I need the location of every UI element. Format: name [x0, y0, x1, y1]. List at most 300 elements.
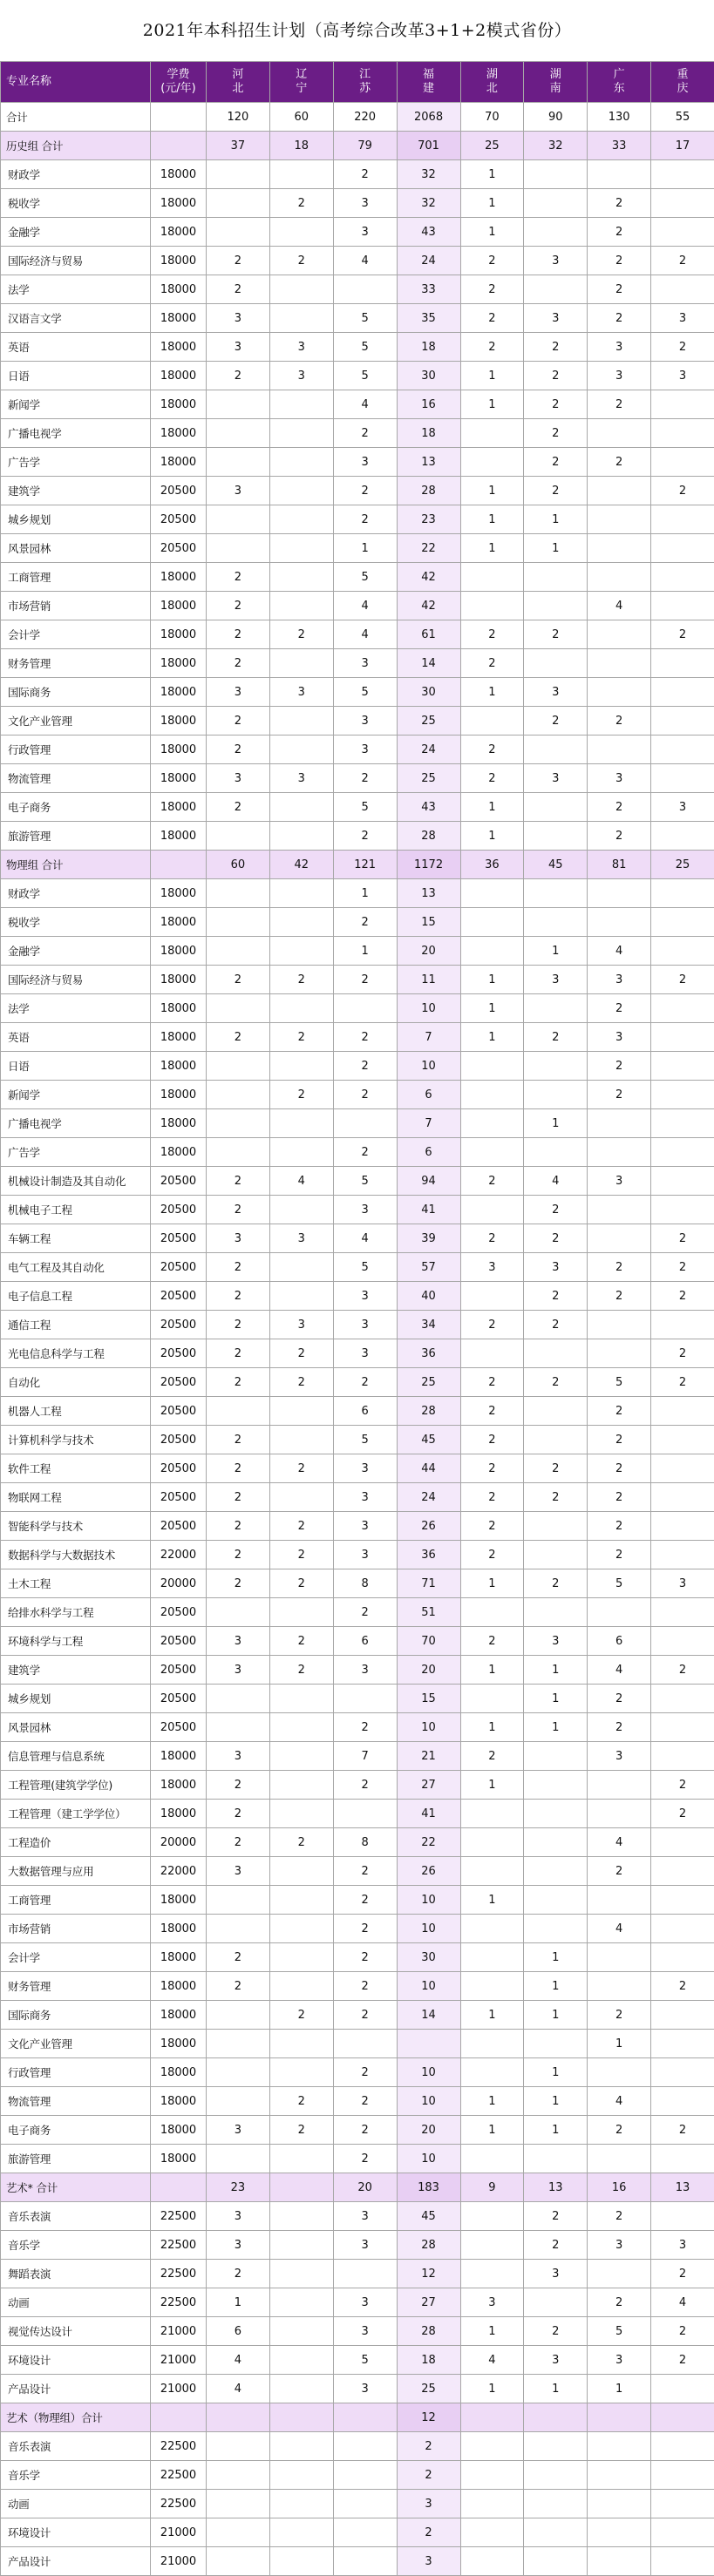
quota-cell-hubei: 1	[460, 1656, 524, 1685]
major-name-cell: 物流管理	[1, 2087, 151, 2116]
table-row	[1, 2202, 714, 2231]
tuition-fee-cell: 20000	[151, 1569, 207, 1598]
tuition-fee-cell: 18000	[151, 1915, 207, 1943]
quota-cell-jiangsu: 1	[333, 937, 397, 966]
quota-cell-fujian: 36	[397, 1541, 460, 1569]
major-name-cell: 艺术（物理组）合计	[1, 2403, 151, 2432]
quota-cell-liaoning: 2	[269, 2087, 333, 2116]
quota-cell-jiangsu	[333, 2547, 397, 2576]
quota-cell-hebei: 2	[207, 1311, 270, 1339]
table-row	[1, 1368, 714, 1397]
quota-cell-guangdong	[588, 419, 651, 448]
tuition-fee-cell: 18000	[151, 189, 207, 218]
quota-cell-fujian: 39	[397, 1224, 460, 1253]
quota-cell-fujian: 15	[397, 1685, 460, 1713]
major-name-cell: 建筑学	[1, 1656, 151, 1685]
quota-cell-hunan: 3	[524, 1627, 588, 1656]
quota-cell-hebei	[207, 1713, 270, 1742]
quota-cell-chongqing	[651, 994, 714, 1023]
quota-cell-chongqing: 2	[651, 1224, 714, 1253]
quota-cell-guangdong: 2	[588, 1052, 651, 1081]
quota-cell-hebei: 3	[207, 678, 270, 707]
table-row	[1, 1426, 714, 1454]
quota-cell-hubei: 2	[460, 1742, 524, 1771]
quota-cell-guangdong: 16	[588, 2173, 651, 2202]
quota-cell-hebei: 2	[207, 736, 270, 764]
major-name-cell: 软件工程	[1, 1454, 151, 1483]
tuition-fee-cell: 18000	[151, 304, 207, 333]
quota-cell-hebei: 2	[207, 592, 270, 620]
quota-cell-chongqing: 2	[651, 333, 714, 362]
table-row	[1, 994, 714, 1023]
quota-cell-guangdong	[588, 1771, 651, 1800]
quota-cell-fujian: 22	[397, 534, 460, 563]
major-name-cell: 数据科学与大数据技术	[1, 1541, 151, 1569]
tuition-fee-cell: 20500	[151, 1454, 207, 1483]
quota-cell-jiangsu	[333, 994, 397, 1023]
quota-cell-guangdong: 2	[588, 707, 651, 736]
quota-cell-hubei	[460, 592, 524, 620]
quota-cell-hunan	[524, 160, 588, 189]
major-name-cell: 国际经济与贸易	[1, 247, 151, 275]
major-name-cell: 环境科学与工程	[1, 1627, 151, 1656]
major-name-cell: 合计	[1, 103, 151, 132]
quota-cell-hubei: 4	[460, 2346, 524, 2375]
table-row	[1, 2145, 714, 2173]
quota-cell-guangdong	[588, 1598, 651, 1627]
quota-cell-hubei	[460, 1282, 524, 1311]
quota-cell-hubei	[460, 2030, 524, 2058]
quota-cell-guangdong: 3	[588, 966, 651, 994]
quota-cell-hubei: 2	[460, 1397, 524, 1426]
tuition-fee-cell: 18000	[151, 937, 207, 966]
quota-cell-hunan: 1	[524, 2375, 588, 2403]
quota-cell-jiangsu: 6	[333, 1627, 397, 1656]
quota-cell-hubei: 2	[460, 304, 524, 333]
major-name-cell: 金融学	[1, 218, 151, 247]
quota-cell-hubei	[460, 1081, 524, 1109]
quota-cell-guangdong: 2	[588, 2288, 651, 2317]
quota-cell-hebei: 3	[207, 477, 270, 505]
quota-cell-jiangsu: 3	[333, 1282, 397, 1311]
quota-cell-hebei: 2	[207, 1771, 270, 1800]
table-row	[1, 2518, 714, 2547]
quota-cell-guangdong: 1	[588, 2030, 651, 2058]
quota-cell-liaoning: 2	[269, 1656, 333, 1685]
tuition-fee-cell: 20500	[151, 1512, 207, 1541]
quota-cell-liaoning	[269, 505, 333, 534]
tuition-fee-cell: 18000	[151, 2087, 207, 2116]
quota-cell-liaoning: 2	[269, 1454, 333, 1483]
quota-cell-guangdong: 2	[588, 1454, 651, 1483]
quota-cell-chongqing	[651, 2518, 714, 2547]
tuition-fee-cell: 18000	[151, 1943, 207, 1972]
quota-cell-chongqing	[651, 1454, 714, 1483]
tuition-fee-cell: 18000	[151, 448, 207, 477]
tuition-fee-cell: 20500	[151, 1196, 207, 1224]
tuition-fee-cell: 20500	[151, 505, 207, 534]
tuition-fee-cell: 18000	[151, 2116, 207, 2145]
quota-cell-fujian: 28	[397, 2317, 460, 2346]
quota-cell-hebei	[207, 189, 270, 218]
table-row	[1, 1886, 714, 1915]
quota-cell-hunan	[524, 1771, 588, 1800]
quota-cell-guangdong: 2	[588, 247, 651, 275]
quota-cell-chongqing: 2	[651, 247, 714, 275]
quota-cell-guangdong	[588, 563, 651, 592]
quota-cell-jiangsu	[333, 275, 397, 304]
quota-cell-fujian: 3	[397, 2547, 460, 2576]
quota-cell-guangdong	[588, 1339, 651, 1368]
major-name-cell: 法学	[1, 275, 151, 304]
major-name-cell: 物理组 合计	[1, 851, 151, 879]
major-name-cell: 法学	[1, 994, 151, 1023]
quota-cell-jiangsu: 1	[333, 879, 397, 908]
quota-cell-liaoning	[269, 1196, 333, 1224]
tuition-fee-cell: 18000	[151, 822, 207, 851]
quota-cell-guangdong: 2	[588, 1282, 651, 1311]
major-name-cell: 音乐表演	[1, 2432, 151, 2461]
quota-cell-chongqing	[651, 1138, 714, 1167]
quota-cell-chongqing: 2	[651, 966, 714, 994]
quota-cell-hebei	[207, 2001, 270, 2030]
quota-cell-jiangsu: 2	[333, 1081, 397, 1109]
quota-cell-hebei: 3	[207, 2202, 270, 2231]
quota-cell-guangdong: 2	[588, 1426, 651, 1454]
quota-cell-hubei: 1	[460, 505, 524, 534]
quota-cell-liaoning	[269, 649, 333, 678]
quota-cell-hebei	[207, 1598, 270, 1627]
quota-cell-hebei: 2	[207, 1800, 270, 1828]
tuition-fee-cell: 18000	[151, 1800, 207, 1828]
quota-cell-chongqing	[651, 1167, 714, 1196]
quota-cell-guangdong: 3	[588, 764, 651, 793]
quota-cell-hebei: 3	[207, 1627, 270, 1656]
quota-cell-liaoning: 2	[269, 1339, 333, 1368]
table-row	[1, 1915, 714, 1943]
quota-cell-hubei: 3	[460, 2288, 524, 2317]
tuition-fee-cell	[151, 103, 207, 132]
quota-cell-guangdong	[588, 1196, 651, 1224]
quota-cell-hubei: 1	[460, 390, 524, 419]
quota-cell-jiangsu: 3	[333, 707, 397, 736]
quota-cell-hubei: 1	[460, 678, 524, 707]
quota-cell-fujian: 36	[397, 1339, 460, 1368]
table-row	[1, 1138, 714, 1167]
tuition-fee-cell: 20500	[151, 1339, 207, 1368]
quota-cell-guangdong	[588, 736, 651, 764]
quota-cell-hebei: 2	[207, 1454, 270, 1483]
quota-cell-guangdong: 2	[588, 189, 651, 218]
quota-cell-hebei	[207, 160, 270, 189]
quota-cell-hunan	[524, 879, 588, 908]
quota-cell-liaoning	[269, 2461, 333, 2490]
quota-cell-hunan: 2	[524, 707, 588, 736]
quota-cell-fujian: 28	[397, 2231, 460, 2260]
quota-cell-jiangsu: 3	[333, 2317, 397, 2346]
quota-cell-chongqing	[651, 1886, 714, 1915]
quota-cell-guangdong	[588, 2145, 651, 2173]
quota-cell-hunan: 2	[524, 1483, 588, 1512]
quota-cell-hunan: 1	[524, 1685, 588, 1713]
quota-cell-hunan	[524, 2518, 588, 2547]
quota-cell-liaoning: 2	[269, 1627, 333, 1656]
quota-cell-chongqing	[651, 448, 714, 477]
tuition-fee-cell: 20500	[151, 1656, 207, 1685]
tuition-fee-cell: 18000	[151, 419, 207, 448]
quota-cell-guangdong: 2	[588, 390, 651, 419]
major-name-cell: 广播电视学	[1, 1109, 151, 1138]
quota-cell-chongqing	[651, 160, 714, 189]
quota-cell-guangdong: 4	[588, 592, 651, 620]
table-row	[1, 1541, 714, 1569]
quota-cell-fujian: 10	[397, 994, 460, 1023]
quota-cell-chongqing: 3	[651, 793, 714, 822]
quota-cell-liaoning	[269, 160, 333, 189]
quota-cell-guangdong	[588, 1886, 651, 1915]
quota-cell-hebei: 3	[207, 2116, 270, 2145]
quota-cell-fujian: 28	[397, 1397, 460, 1426]
header-province-chongqing: 重 庆	[651, 62, 714, 103]
tuition-fee-cell: 18000	[151, 218, 207, 247]
major-name-cell: 环境设计	[1, 2346, 151, 2375]
quota-cell-liaoning: 2	[269, 2001, 333, 2030]
quota-cell-fujian: 42	[397, 592, 460, 620]
quota-cell-hunan: 2	[524, 1569, 588, 1598]
major-name-cell: 机械电子工程	[1, 1196, 151, 1224]
quota-cell-chongqing	[651, 2030, 714, 2058]
quota-cell-hebei: 3	[207, 1857, 270, 1886]
quota-cell-hubei: 3	[460, 1253, 524, 1282]
quota-cell-jiangsu: 2	[333, 1598, 397, 1627]
major-name-cell: 视觉传达设计	[1, 2317, 151, 2346]
quota-cell-fujian: 34	[397, 1311, 460, 1339]
quota-cell-fujian: 2068	[397, 103, 460, 132]
table-row	[1, 1943, 714, 1972]
header-province-fujian: 福 建	[397, 62, 460, 103]
major-name-cell: 市场营销	[1, 1915, 151, 1943]
table-row	[1, 362, 714, 390]
quota-cell-liaoning	[269, 2288, 333, 2317]
quota-cell-fujian: 10	[397, 1886, 460, 1915]
quota-cell-hunan: 2	[524, 448, 588, 477]
quota-cell-jiangsu: 3	[333, 1656, 397, 1685]
quota-cell-hebei: 4	[207, 2346, 270, 2375]
quota-cell-hebei: 2	[207, 793, 270, 822]
quota-cell-hebei: 3	[207, 1742, 270, 1771]
quota-cell-jiangsu: 3	[333, 448, 397, 477]
quota-cell-guangdong	[588, 2403, 651, 2432]
quota-cell-fujian: 2	[397, 2432, 460, 2461]
quota-cell-hebei	[207, 908, 270, 937]
tuition-fee-cell	[151, 851, 207, 879]
quota-cell-hubei	[460, 1109, 524, 1138]
quota-cell-hubei: 1	[460, 2001, 524, 2030]
quota-cell-guangdong: 3	[588, 1167, 651, 1196]
table-row	[1, 1253, 714, 1282]
quota-cell-liaoning	[269, 534, 333, 563]
tuition-fee-cell: 18000	[151, 333, 207, 362]
quota-cell-hebei: 2	[207, 1023, 270, 1052]
quota-cell-fujian: 10	[397, 2058, 460, 2087]
quota-cell-jiangsu: 3	[333, 2288, 397, 2317]
quota-cell-liaoning	[269, 2260, 333, 2288]
quota-cell-hubei	[460, 2260, 524, 2288]
quota-cell-jiangsu: 3	[333, 2231, 397, 2260]
quota-cell-guangdong	[588, 1224, 651, 1253]
quota-cell-liaoning: 3	[269, 1311, 333, 1339]
quota-cell-liaoning	[269, 1943, 333, 1972]
quota-cell-jiangsu: 3	[333, 1541, 397, 1569]
major-name-cell: 税收学	[1, 189, 151, 218]
quota-cell-liaoning	[269, 419, 333, 448]
quota-cell-guangdong: 2	[588, 994, 651, 1023]
major-name-cell: 工程管理（建工学学位）	[1, 1800, 151, 1828]
quota-cell-hebei	[207, 1052, 270, 1081]
quota-cell-hunan	[524, 1426, 588, 1454]
quota-cell-jiangsu: 121	[333, 851, 397, 879]
quota-cell-chongqing	[651, 1915, 714, 1943]
quota-cell-hunan: 2	[524, 333, 588, 362]
quota-cell-hubei: 1	[460, 160, 524, 189]
quota-cell-hubei	[460, 1828, 524, 1857]
quota-cell-guangdong: 4	[588, 2087, 651, 2116]
quota-cell-liaoning	[269, 1109, 333, 1138]
quota-cell-jiangsu: 5	[333, 304, 397, 333]
quota-cell-chongqing	[651, 2087, 714, 2116]
table-row	[1, 966, 714, 994]
major-name-cell: 广告学	[1, 448, 151, 477]
tuition-fee-cell: 21000	[151, 2317, 207, 2346]
quota-cell-guangdong	[588, 2260, 651, 2288]
quota-cell-guangdong: 2	[588, 793, 651, 822]
quota-cell-fujian: 701	[397, 132, 460, 160]
quota-cell-hebei	[207, 534, 270, 563]
tuition-fee-cell: 18000	[151, 390, 207, 419]
quota-cell-hubei: 2	[460, 1454, 524, 1483]
tuition-fee-cell	[151, 2173, 207, 2202]
table-row	[1, 477, 714, 505]
quota-cell-chongqing	[651, 1196, 714, 1224]
quota-cell-chongqing	[651, 2461, 714, 2490]
quota-cell-jiangsu: 5	[333, 1426, 397, 1454]
quota-cell-fujian: 26	[397, 1857, 460, 1886]
quota-cell-hunan	[524, 908, 588, 937]
tuition-fee-cell: 21000	[151, 2346, 207, 2375]
quota-cell-hubei	[460, 419, 524, 448]
quota-cell-jiangsu: 8	[333, 1569, 397, 1598]
quota-cell-chongqing	[651, 1598, 714, 1627]
major-name-cell: 智能科学与技术	[1, 1512, 151, 1541]
quota-cell-liaoning	[269, 1742, 333, 1771]
tuition-fee-cell: 22500	[151, 2231, 207, 2260]
tuition-fee-cell: 18000	[151, 2001, 207, 2030]
table-row	[1, 448, 714, 477]
quota-cell-jiangsu: 4	[333, 592, 397, 620]
major-name-cell: 日语	[1, 1052, 151, 1081]
quota-cell-chongqing	[651, 275, 714, 304]
quota-cell-hunan	[524, 2030, 588, 2058]
quota-cell-guangdong	[588, 2518, 651, 2547]
quota-cell-fujian: 13	[397, 448, 460, 477]
quota-cell-jiangsu: 5	[333, 793, 397, 822]
quota-cell-hubei: 2	[460, 1426, 524, 1454]
major-name-cell: 历史组 合计	[1, 132, 151, 160]
quota-cell-hebei: 4	[207, 2375, 270, 2403]
quota-cell-hunan: 2	[524, 2202, 588, 2231]
quota-cell-chongqing: 2	[651, 1972, 714, 2001]
quota-cell-chongqing	[651, 1943, 714, 1972]
quota-cell-jiangsu: 4	[333, 1224, 397, 1253]
quota-cell-guangdong: 2	[588, 822, 651, 851]
quota-cell-jiangsu: 3	[333, 2375, 397, 2403]
quota-cell-guangdong: 3	[588, 333, 651, 362]
quota-cell-hunan	[524, 1742, 588, 1771]
quota-cell-hubei	[460, 2490, 524, 2518]
quota-cell-hebei: 2	[207, 966, 270, 994]
quota-cell-hubei	[460, 563, 524, 592]
tuition-fee-cell	[151, 2403, 207, 2432]
quota-cell-hunan: 2	[524, 620, 588, 649]
major-name-cell: 日语	[1, 362, 151, 390]
quota-cell-fujian: 45	[397, 1426, 460, 1454]
quota-cell-guangdong: 2	[588, 2001, 651, 2030]
quota-cell-guangdong: 4	[588, 937, 651, 966]
major-name-cell: 新闻学	[1, 1081, 151, 1109]
quota-cell-hunan: 3	[524, 2260, 588, 2288]
major-name-cell: 财政学	[1, 879, 151, 908]
table-row	[1, 793, 714, 822]
quota-cell-hebei: 2	[207, 2260, 270, 2288]
quota-cell-hubei: 70	[460, 103, 524, 132]
quota-cell-hubei: 1	[460, 966, 524, 994]
quota-cell-liaoning	[269, 1483, 333, 1512]
table-row	[1, 822, 714, 851]
quota-cell-hunan: 3	[524, 678, 588, 707]
table-row	[1, 736, 714, 764]
quota-cell-hunan: 1	[524, 534, 588, 563]
quota-cell-hubei	[460, 2461, 524, 2490]
quota-cell-guangdong	[588, 505, 651, 534]
quota-cell-chongqing	[651, 2058, 714, 2087]
major-name-cell: 物联网工程	[1, 1483, 151, 1512]
major-name-cell: 旅游管理	[1, 822, 151, 851]
quota-cell-hunan: 1	[524, 2116, 588, 2145]
quota-cell-liaoning	[269, 477, 333, 505]
quota-cell-jiangsu: 3	[333, 1454, 397, 1483]
quota-cell-jiangsu: 3	[333, 1512, 397, 1541]
quota-cell-fujian: 32	[397, 160, 460, 189]
quota-cell-fujian: 24	[397, 736, 460, 764]
quota-cell-hubei: 2	[460, 1627, 524, 1656]
quota-cell-hebei	[207, 2547, 270, 2576]
quota-cell-hebei	[207, 2432, 270, 2461]
table-row	[1, 649, 714, 678]
quota-cell-hubei	[460, 908, 524, 937]
major-name-cell: 自动化	[1, 1368, 151, 1397]
quota-cell-hunan: 2	[524, 390, 588, 419]
quota-cell-fujian: 20	[397, 2116, 460, 2145]
table-row	[1, 620, 714, 649]
quota-cell-jiangsu	[333, 2403, 397, 2432]
tuition-fee-cell: 18000	[151, 563, 207, 592]
header-province-liaoning: 辽 宁	[269, 62, 333, 103]
quota-cell-hubei: 1	[460, 994, 524, 1023]
major-name-cell: 国际商务	[1, 678, 151, 707]
major-name-cell: 动画	[1, 2288, 151, 2317]
quota-cell-liaoning	[269, 2375, 333, 2403]
quota-cell-chongqing	[651, 1052, 714, 1081]
